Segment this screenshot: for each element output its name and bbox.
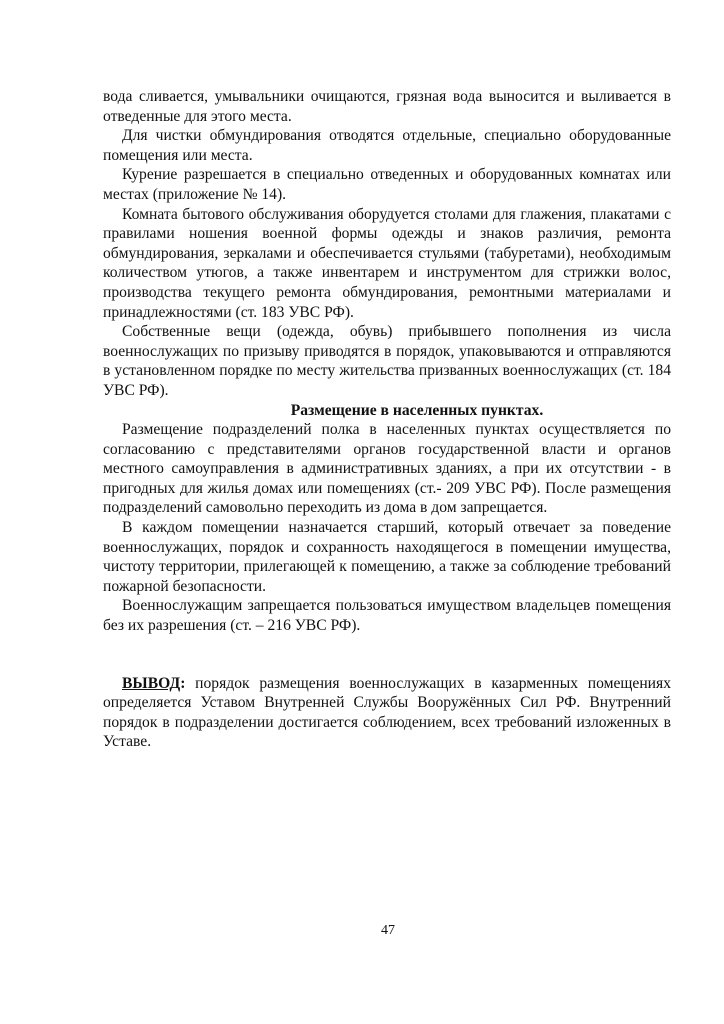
paragraph-6: Размещение подразделений полка в населенных пунктах осуществляется по согласованию с представителями органов государственной власти и органов местного самоуправления в административных зданиях, а при их отсутствии - в пригодных для жилья домах или помещениях (ст.- 209 УВС РФ). После размещения подразделений самовольно переходить из дома в дом запрещается. (103, 421, 671, 517)
spacer (103, 636, 671, 674)
paragraph-5: Собственные вещи (одежда, обувь) прибывшего пополнения из числа военнослужащих по призыву приводятся в порядок, упаковываются и отправляются в установленном порядке по месту жительства призванных военнослужащих (ст. 184 УВС РФ). (103, 323, 671, 399)
paragraph-4: Комната бытового обслуживания оборудуется столами для глажения, плакатами с правилами ношения военной формы одежды и знаков различия, ремонта обмундирования, зеркалами и обеспечивается стульями (табуретами), необходимым количеством утюгов, а также инвентарем и инструментом для стрижки волос, производства текущего ремонта обмундирования, ремонтными материалами и принадлежностями (ст. 183 УВС РФ). (103, 205, 671, 321)
conclusion-text: порядок размещения военнослужащих в казарменных помещениях определяется Уставом Внутренней Службы Вооружённых Сил РФ. Внутренний порядок в подразделении достигается соблюдением, всех требований изложенных в Уставе. (103, 674, 671, 751)
page-number: 47 (381, 923, 395, 938)
conclusion-colon: : (180, 674, 186, 692)
paragraph-3: Курение разрешается в специально отведенных и оборудованных комнатах или местах (приложение № 14). (103, 166, 671, 203)
conclusion-label: ВЫВОД (122, 674, 181, 692)
conclusion-paragraph (103, 674, 671, 752)
section-heading: Размещение в населенных пунктах. (290, 401, 544, 419)
conclusion-label-wrap (122, 675, 185, 692)
paragraph-7: В каждом помещении назначается старший, который отвечает за поведение военнослужащих, порядок и сохранность находящегося в помещении имущества, чистоту территории, прилегающей к помещению, а также за соблюдение требований пожарной безопасности. (103, 519, 671, 595)
paragraph-2: Для чистки обмундирования отводятся отдельные, специально оборудованные помещения или места. (103, 127, 671, 164)
paragraph-1: вода сливается, умывальники очищаются, грязная вода выносится и выливается в отведенные для этого места. (103, 88, 671, 125)
paragraph-8: Военнослужащим запрещается пользоваться имуществом владельцев помещения без их разрешения (ст. – 216 УВС РФ). (103, 597, 671, 635)
page-content (103, 87, 671, 752)
